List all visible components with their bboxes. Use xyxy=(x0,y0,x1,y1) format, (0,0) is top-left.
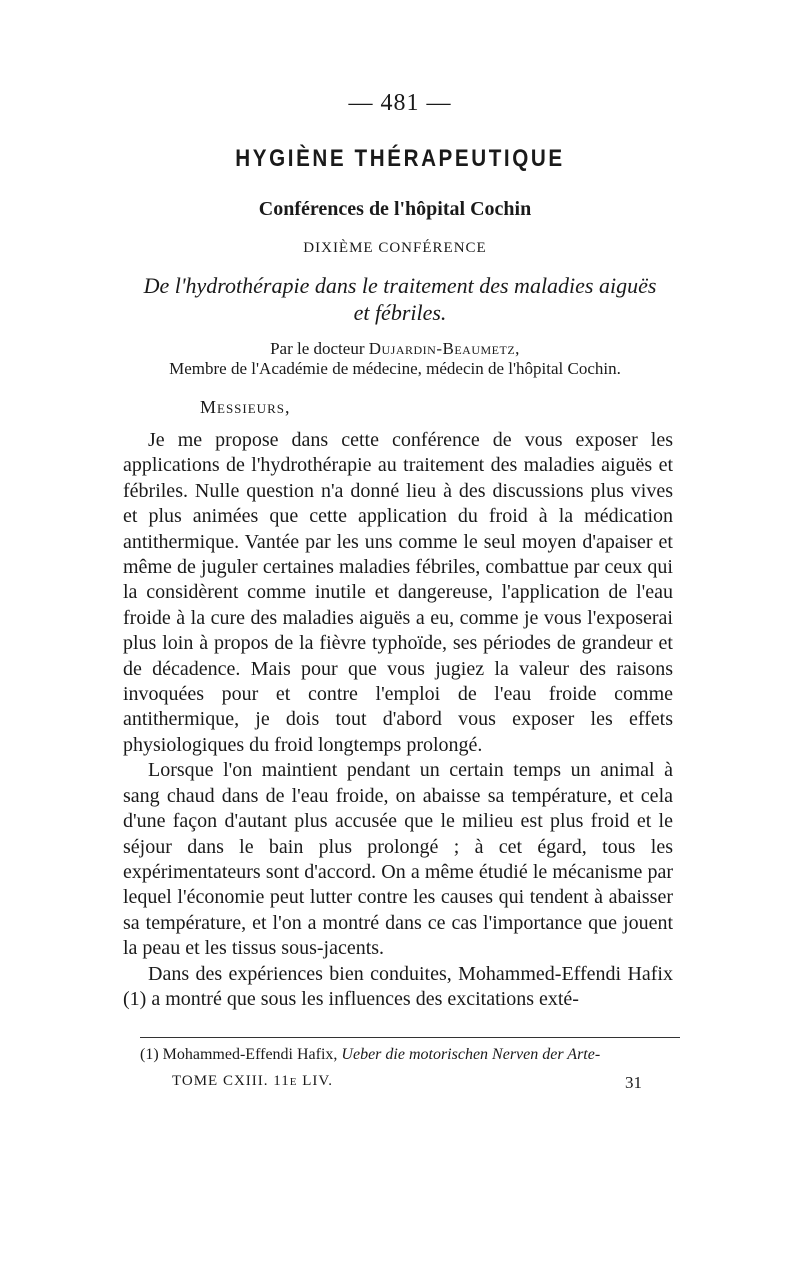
author-line xyxy=(0,338,790,360)
footnote-divider xyxy=(140,1037,680,1038)
sheet-number: 31 xyxy=(625,1073,642,1092)
conference-series-title: Conférences de l'hôpital Cochin xyxy=(258,198,532,220)
paragraph: Lorsque l'on maintient pendant un certain temps un animal à sang chaud dans de l'eau froide, on abaisse sa température, et cela d'une façon d'autant plus accusée que le milieu est plus froid et le séjour dans le bain plus prolongé ; à cet égard, tous les expérimentateurs sont d'accord. On a même étudié le mécanisme par lequel l'économie peut lutter contre les causes qui tendent à abaisser sa température, et l'on a montré dans ce cas l'importance que jouent la peau et les tissus sous-jacents. xyxy=(123,759,673,960)
author-affiliation: Membre de l'Académie de médecine, médecin de l'hôpital Cochin. xyxy=(169,359,621,378)
lecture-title: De l'hydrothérapie dans le traitement des maladies aiguës et fébriles. xyxy=(143,273,657,325)
signature-line xyxy=(172,1073,642,1090)
author-name: Dujardin-Beaumetz, xyxy=(368,339,520,358)
author-prefix: Par le docteur xyxy=(270,339,365,358)
salutation: Messieurs, xyxy=(200,397,291,417)
footnote-work: Ueber die motorischen Nerven der Arte- xyxy=(341,1046,601,1063)
body-text xyxy=(123,428,673,1012)
paragraph: Dans des expériences bien conduites, Mohammed-Effendi Hafix (1) a montré que sous les influences des excitations exté- xyxy=(123,962,673,1010)
conference-number: DIXIÈME CONFÉRENCE xyxy=(303,240,487,256)
footnote-author: Mohammed-Effendi Hafix, xyxy=(162,1046,338,1063)
footnote xyxy=(140,1046,700,1064)
footnote-marker: (1) xyxy=(140,1046,159,1063)
paragraph: Je me propose dans cette conférence de vous exposer les applications de l'hydrothérapie au traitement des maladies aiguës et fébriles. Nulle question n'a donné lieu à des discussions plus vives et plus animées que cette application du froid à la médication antithermique. Vantée par les uns comme le seul moyen d'apaiser et même de juguler certaines maladies fébriles, combattue par ceux qui la considèrent comme inutile et dangereuse, l'application de l'eau froide à la cure des maladies aiguës a eu, comme je vous l'exposerai plus loin à propos de la fièvre typhoïde, ses périodes de grandeur et de décadence. Mais pour que vous jugiez la valeur des raisons invoquées pour et contre l'emploi de l'eau froide comme antithermique, je dois tout d'abord vous exposer les effets physiologiques du froid longtemps prolongé. xyxy=(123,429,673,756)
section-title: HYGIÈNE THÉRAPEUTIQUE xyxy=(235,145,565,172)
page-number: — 481 — xyxy=(348,90,452,116)
volume-signature: TOME CXIII. 11e LIV. xyxy=(172,1073,334,1089)
